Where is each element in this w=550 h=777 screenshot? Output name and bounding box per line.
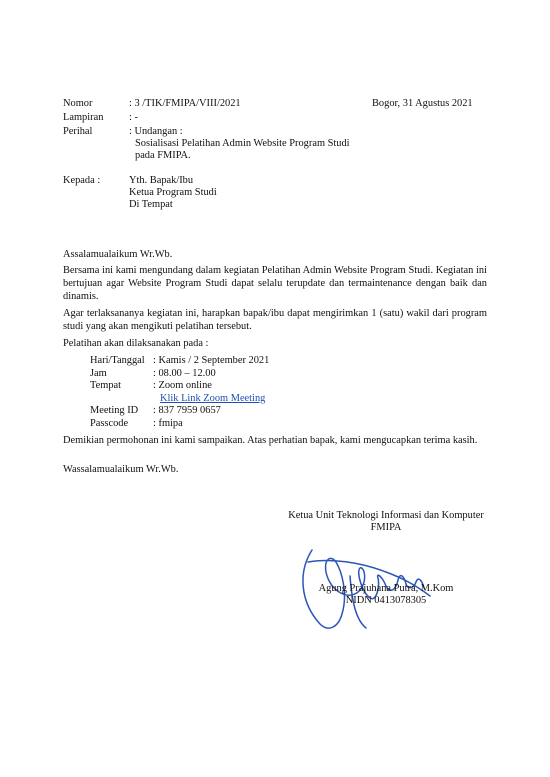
passcode-value: : fmipa	[153, 418, 183, 429]
perihal-value: : Undangan :	[129, 126, 183, 137]
hari-value: : Kamis / 2 September 2021	[153, 355, 270, 366]
closing-greeting: Wassalamualaikum Wr.Wb.	[63, 464, 179, 475]
schedule-intro: Pelatihan akan dilaksanakan pada :	[63, 338, 209, 349]
tempat-value: : Zoom online	[153, 380, 212, 391]
recipient-line2: Ketua Program Studi	[129, 187, 217, 198]
paragraph-invitation: Bersama ini kami mengundang dalam kegiatan Pelatihan Admin Website Program Studi. Kegiatan ini bertujuan agar Website Program Studi dapat selalu terupdate dan termaintenance dengan baik dan dinamis.	[63, 265, 487, 303]
paragraph-request: Agar terlaksananya kegiatan ini, harapkan bapak/ibu dapat mengirimkan 1 (satu) wakil dari program studi yang akan mengikuti pelatihan tersebut.	[63, 308, 487, 333]
meeting-id-label: Meeting ID	[90, 405, 139, 416]
passcode-label: Passcode	[90, 418, 129, 429]
tempat-label: Tempat	[90, 380, 122, 391]
perihal-label: Perihal	[63, 126, 93, 137]
signatory-unit: FMIPA	[370, 522, 402, 533]
greeting: Assalamualaikum Wr.Wb.	[63, 249, 173, 260]
lampiran-label: Lampiran	[63, 112, 104, 123]
perihal-subject: Sosialisasi Pelatihan Admin Website Program Studi	[135, 138, 350, 149]
zoom-meeting-link[interactable]: Klik Link Zoom Meeting	[160, 393, 266, 404]
kepada-label: Kepada :	[63, 175, 101, 186]
closing-paragraph: Demikian permohonan ini kami sampaikan. Atas perhatian bapak, kami mengucapkan terima kasih.	[63, 435, 478, 446]
letter-date: Bogor, 31 Agustus 2021	[372, 98, 473, 109]
signatory-nidn: NIDN 0413078305	[345, 595, 427, 606]
perihal-subject-cont: pada FMIPA.	[135, 150, 191, 161]
signatory-name: Agung Prajuhana Putra, M.Kom	[318, 583, 454, 594]
nomor-label: Nomor	[63, 98, 93, 109]
recipient-line3: Di Tempat	[129, 199, 173, 210]
meeting-id-value: : 837 7959 0657	[153, 405, 221, 416]
lampiran-value: : -	[129, 112, 138, 123]
signatory-title: Ketua Unit Teknologi Informasi dan Komputer	[288, 510, 484, 521]
recipient-line1: Yth. Bapak/Ibu	[129, 175, 194, 186]
nomor-value: : 3 /TIK/FMIPA/VIII/2021	[129, 98, 241, 109]
hari-label: Hari/Tanggal	[90, 355, 145, 366]
jam-value: : 08.00 – 12.00	[153, 368, 216, 379]
jam-label: Jam	[90, 368, 107, 379]
